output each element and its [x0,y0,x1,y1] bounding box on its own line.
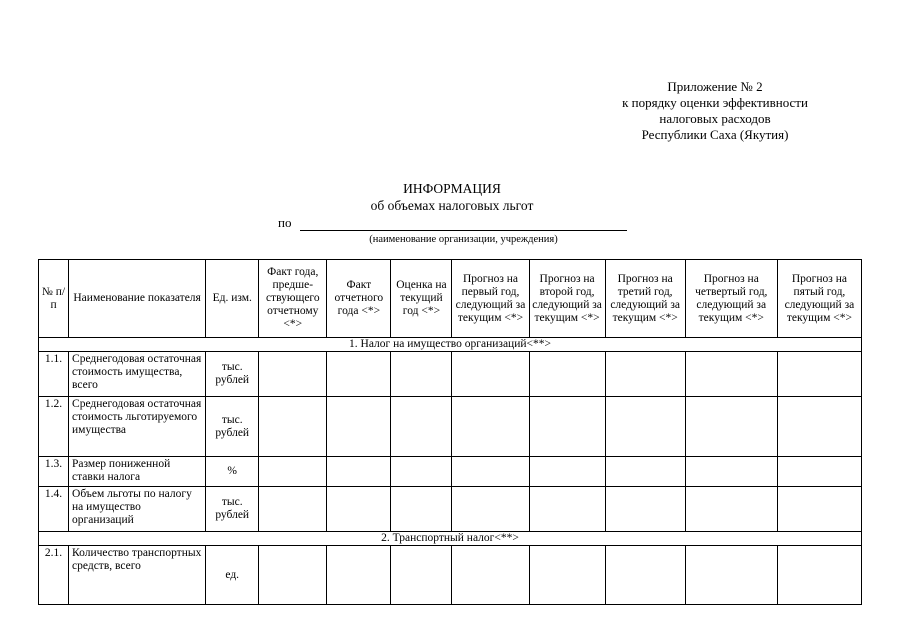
section-row [39,532,862,546]
appendix-line: к порядку оценки эффективности [622,95,808,110]
appendix-line: Приложение № 2 [667,79,763,94]
value-cell[interactable] [391,457,452,487]
row-number: 2.1. [39,546,69,605]
value-cell[interactable] [605,457,685,487]
value-cell[interactable] [452,487,529,532]
row-number: 1.2. [39,397,69,457]
value-cell[interactable] [327,457,391,487]
col-header-forecast-2: Прогноз на второй год, следующий за текущим <*> [529,260,605,338]
appendix-line: налоговых расходов [659,111,771,126]
row-number: 1.4. [39,487,69,532]
col-header-number: № п/п [39,260,69,338]
value-cell[interactable] [605,397,685,457]
col-header-fact-prev-year: Факт года, предше- ствующего отчетному <*> [259,260,327,338]
value-cell[interactable] [327,546,391,605]
value-cell[interactable] [391,352,452,397]
row-number: 1.1. [39,352,69,397]
row-unit: ед. [206,546,259,605]
table-row [39,546,862,605]
col-header-unit: Ед. изм. [206,260,259,338]
value-cell[interactable] [391,487,452,532]
row-unit: % [206,457,259,487]
value-cell[interactable] [452,457,529,487]
row-unit: тыс. рублей [206,487,259,532]
value-cell[interactable] [529,457,605,487]
value-cell[interactable] [529,397,605,457]
document-title: ИНФОРМАЦИЯ [403,181,501,196]
row-name: Среднегодовая остаточная стоимость имущества, всего [69,352,206,397]
value-cell[interactable] [605,487,685,532]
table-row [39,457,862,487]
value-cell[interactable] [685,397,777,457]
value-cell[interactable] [391,546,452,605]
value-cell[interactable] [259,352,327,397]
col-header-fact-report-year: Факт отчетного года <*> [327,260,391,338]
value-cell[interactable] [777,487,861,532]
table-row [39,487,862,532]
value-cell[interactable] [327,352,391,397]
section-title-property-tax: 1. Налог на имущество организаций<**> [39,338,862,352]
row-name: Среднегодовая остаточная стоимость льготируемого имущества [69,397,206,457]
value-cell[interactable] [529,487,605,532]
value-cell[interactable] [685,546,777,605]
col-header-forecast-4: Прогноз на четвертый год, следующий за текущим <*> [685,260,777,338]
col-header-forecast-5: Прогноз на пятый год, следующий за текущим <*> [777,260,861,338]
value-cell[interactable] [452,546,529,605]
value-cell[interactable] [259,487,327,532]
value-cell[interactable] [605,546,685,605]
value-cell[interactable] [391,397,452,457]
tax-benefits-table [38,259,862,605]
po-label: по [278,215,292,230]
value-cell[interactable] [529,546,605,605]
value-cell[interactable] [685,487,777,532]
col-header-forecast-3: Прогноз на третий год, следующий за текущим <*> [605,260,685,338]
organization-name-caption: (наименование организации, учреждения) [369,234,558,245]
value-cell[interactable] [452,352,529,397]
value-cell[interactable] [685,457,777,487]
row-unit: тыс. рублей [206,397,259,457]
value-cell[interactable] [529,352,605,397]
value-cell[interactable] [259,397,327,457]
appendix-header [600,79,830,143]
col-header-estimate-current: Оценка на текущий год <*> [391,260,452,338]
value-cell[interactable] [327,397,391,457]
value-cell[interactable] [777,397,861,457]
section-row [39,338,862,352]
value-cell[interactable] [327,487,391,532]
row-unit: тыс. рублей [206,352,259,397]
value-cell[interactable] [452,397,529,457]
row-name: Количество транспортных средств, всего [69,546,206,605]
value-cell[interactable] [259,457,327,487]
value-cell[interactable] [777,352,861,397]
value-cell[interactable] [777,546,861,605]
value-cell[interactable] [777,457,861,487]
organization-name-field[interactable] [300,230,627,231]
row-name: Размер пониженной ставки налога [69,457,206,487]
value-cell[interactable] [259,546,327,605]
value-cell[interactable] [685,352,777,397]
table-header-row [39,260,862,338]
row-number: 1.3. [39,457,69,487]
col-header-forecast-1: Прогноз на первый год, следующий за текущим <*> [452,260,529,338]
appendix-line: Республики Саха (Якутия) [641,127,789,142]
col-header-name: Наименование показателя [69,260,206,338]
value-cell[interactable] [605,352,685,397]
section-title-transport-tax: 2. Транспортный налог<**> [39,532,862,546]
table-row [39,397,862,457]
table-row [39,352,862,397]
document-subtitle: об объемах налоговых льгот [370,198,534,213]
row-name: Объем льготы по налогу на имущество организаций [69,487,206,532]
